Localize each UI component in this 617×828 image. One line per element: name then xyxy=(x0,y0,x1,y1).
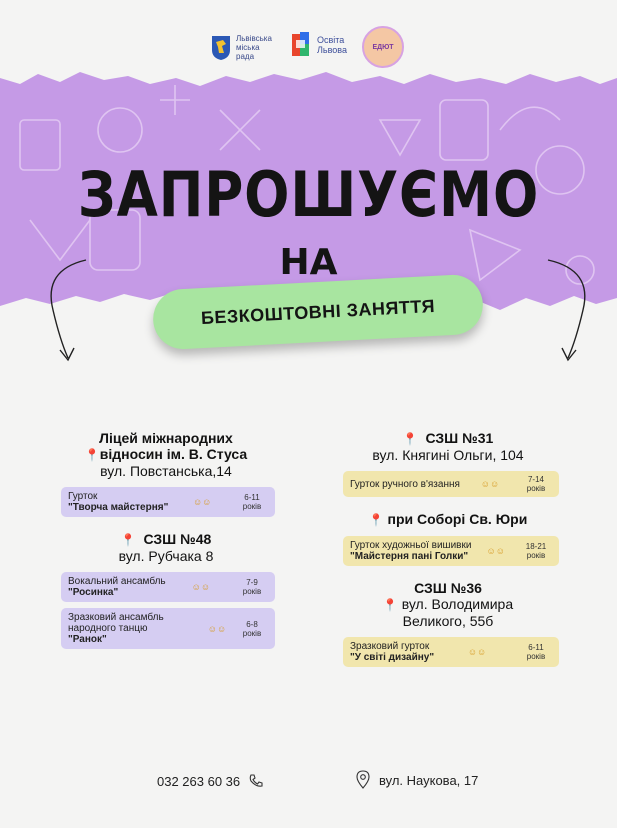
map-pin-icon: 📍 xyxy=(382,598,398,612)
age-unit: років xyxy=(242,587,262,596)
age-range: 7-9 xyxy=(246,578,258,587)
phone-icon xyxy=(248,773,264,789)
club-title: Гурток художньої вишивки xyxy=(350,540,472,551)
school-name-line2: відносин ім. В. Стуса xyxy=(99,446,248,462)
school-name: СЗШ №48 xyxy=(143,531,212,547)
smiley-emoji-icon: ☺☺ xyxy=(467,647,487,657)
club-age xyxy=(520,542,552,560)
age-unit: років xyxy=(242,502,262,511)
club-title: Гурток xyxy=(68,491,98,502)
edyut-logo-icon: ЕДЮТ xyxy=(362,26,404,68)
lviv-coat-of-arms-icon xyxy=(211,35,231,61)
smiley-emoji-icon: ☺☺ xyxy=(191,582,211,592)
map-pin-icon: 📍 xyxy=(368,513,384,527)
school-address: вул. Повстанська,14 xyxy=(100,463,232,479)
club-name xyxy=(68,612,198,645)
school-name: СЗШ №31 xyxy=(425,430,494,446)
school-name: при Соборі Св. Юри xyxy=(387,511,528,527)
headline-title: ЗАПРОШУЄМО xyxy=(77,158,540,231)
club-title: Вокальний ансамбль xyxy=(68,576,166,587)
school-address: вул. Княгині Ольги, 104 xyxy=(372,447,524,463)
club-age xyxy=(236,578,268,596)
school-address-line1: вул. Володимира xyxy=(401,596,514,612)
school-address: вул. Рубчака 8 xyxy=(118,548,214,564)
school-lyceum-stusa xyxy=(61,430,271,479)
club-name xyxy=(350,479,460,490)
club-name xyxy=(68,576,166,598)
footer-contacts xyxy=(0,770,617,790)
lviv-logo-text: Львівська міська рада xyxy=(236,34,272,61)
club-card[interactable] xyxy=(343,471,559,497)
age-range: 6-11 xyxy=(528,643,544,652)
age-range: 18-21 xyxy=(525,542,547,551)
smiley-emoji-icon: ☺☺ xyxy=(207,623,227,634)
club-card[interactable] xyxy=(61,487,275,517)
age-range: 6-8 xyxy=(246,619,258,629)
headline-na: НА xyxy=(279,242,338,283)
left-column xyxy=(61,430,271,655)
phone-number[interactable]: 032 263 60 36 xyxy=(157,773,241,789)
club-age xyxy=(236,493,268,511)
free-classes-pill: БЕЗКОШТОВНІ ЗАНЯТТЯ xyxy=(152,273,485,350)
school-sobor-yura xyxy=(343,511,553,528)
club-quoted-name: "Ранок" xyxy=(68,634,107,645)
footer-address: вул. Наукова, 17 xyxy=(379,772,479,788)
club-title: Зразковий гурток xyxy=(350,641,430,652)
school-szsh-36 xyxy=(343,580,553,629)
right-arrow-icon xyxy=(538,250,598,370)
school-name-line1: Ліцей міжнародних xyxy=(99,430,233,446)
club-age xyxy=(236,620,268,638)
map-pin-icon: 📍 xyxy=(402,432,418,446)
club-card[interactable] xyxy=(61,608,275,649)
age-range: 6-11 xyxy=(244,493,260,502)
club-card[interactable] xyxy=(61,572,275,602)
club-age xyxy=(520,643,552,661)
map-pin-icon: 📍 xyxy=(84,448,100,462)
address-contact xyxy=(355,770,478,790)
left-arrow-icon xyxy=(38,250,98,370)
club-name xyxy=(350,540,471,562)
osvita-logo-text: Освіта Львова xyxy=(317,35,347,55)
map-pin-icon: 📍 xyxy=(120,533,136,547)
club-name xyxy=(68,491,168,513)
school-szsh-31 xyxy=(343,430,553,463)
club-quoted-name: "Майстерня пані Голки" xyxy=(350,551,469,562)
club-name xyxy=(350,641,434,663)
phone-contact[interactable] xyxy=(157,773,264,789)
club-quoted-name: "Творча майстерня" xyxy=(68,502,169,513)
club-card[interactable] xyxy=(343,637,559,667)
school-address-line2: Великого, 55б xyxy=(402,613,494,629)
club-age xyxy=(520,475,552,493)
location-icon xyxy=(355,770,371,790)
osvita-logo-icon xyxy=(290,30,312,60)
osvita-lvova-logo xyxy=(290,30,347,60)
club-card[interactable] xyxy=(343,536,559,566)
club-title: Зразковий ансамбль народного танцю xyxy=(68,612,164,634)
club-quoted-name: "Росинка" xyxy=(68,587,119,598)
age-unit: років xyxy=(526,652,546,661)
age-unit: років xyxy=(526,551,546,560)
age-range: 7-14 xyxy=(527,475,544,484)
age-unit: років xyxy=(526,484,546,493)
smiley-emoji-icon: ☺☺ xyxy=(192,497,212,507)
smiley-emoji-icon: ☺☺ xyxy=(480,479,500,489)
club-quoted-name: "У світі дизайну" xyxy=(350,652,435,663)
club-title: Гурток ручного в'язання xyxy=(350,478,460,490)
age-unit: років xyxy=(242,628,262,638)
school-name: СЗШ №36 xyxy=(414,580,482,596)
smiley-emoji-icon: ☺☺ xyxy=(486,546,505,556)
right-column xyxy=(343,430,553,673)
school-szsh-48 xyxy=(61,531,271,564)
lviv-city-council-logo xyxy=(211,34,272,61)
